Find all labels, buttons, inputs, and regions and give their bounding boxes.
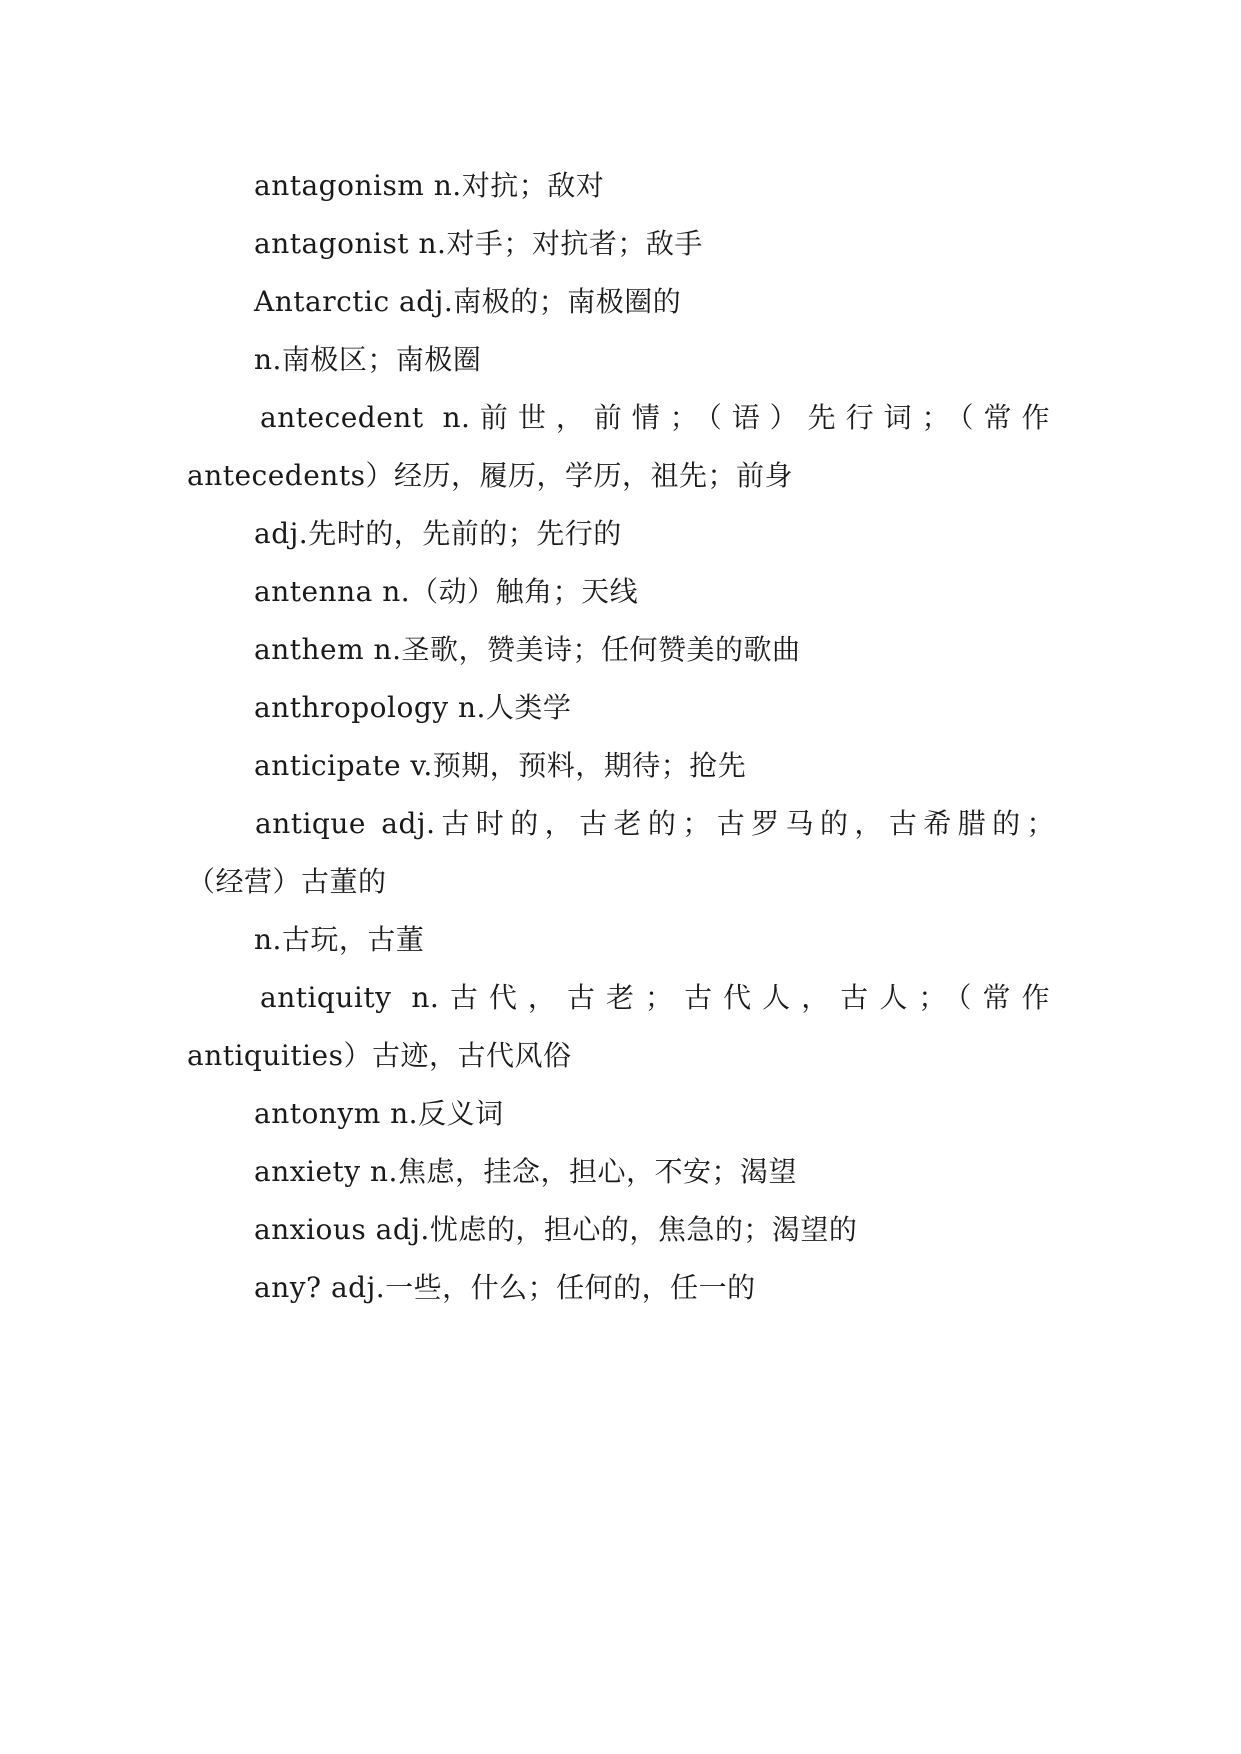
entry-line-antarctic: Antarctic adj.南极的；南极圈的	[254, 285, 682, 318]
entry-line-any: any? adj.一些，什么；任何的，任一的	[254, 1271, 756, 1304]
entry-line-antiquity-continued: antiquities）古迹，古代风俗	[187, 1039, 572, 1072]
entry-line-antecedent-continued: antecedents）经历，履历，学历，祖先；前身	[187, 459, 793, 492]
entry-line-antecedent-adj: adj.先时的，先前的；先行的	[254, 517, 622, 550]
entry-line-antique-continued: （经营）古董的	[187, 865, 387, 898]
entry-line-antique: antique adj.古时的，古老的；古罗马的，古希腊的；	[255, 807, 1055, 840]
entry-line-antarctic-noun: n.南极区；南极圈	[254, 343, 482, 376]
entry-line-antenna: antenna n.（动）触角；天线	[254, 575, 639, 608]
entry-line-antonym: antonym n.反义词	[254, 1097, 504, 1130]
entry-line-antecedent: antecedent n.前世，前情；（语）先行词；（常作	[260, 401, 1050, 434]
entry-line-antagonism: antagonism n.对抗；敌对	[254, 169, 605, 202]
entry-line-antagonist: antagonist n.对手；对抗者；敌手	[254, 227, 703, 260]
entry-line-antique-noun: n.古玩，古董	[254, 923, 425, 956]
entry-line-anthem: anthem n.圣歌，赞美诗；任何赞美的歌曲	[254, 633, 801, 666]
entry-line-anxious: anxious adj.忧虑的，担心的，焦急的；渴望的	[254, 1213, 858, 1246]
entry-line-anthropology: anthropology n.人类学	[254, 691, 572, 724]
entry-line-anxiety: anxiety n.焦虑，挂念，担心，不安；渴望	[254, 1155, 797, 1188]
entry-line-anticipate: anticipate v.预期，预料，期待；抢先	[254, 749, 747, 782]
entry-line-antiquity: antiquity n.古代，古老；古代人，古人；（常作	[260, 981, 1050, 1014]
